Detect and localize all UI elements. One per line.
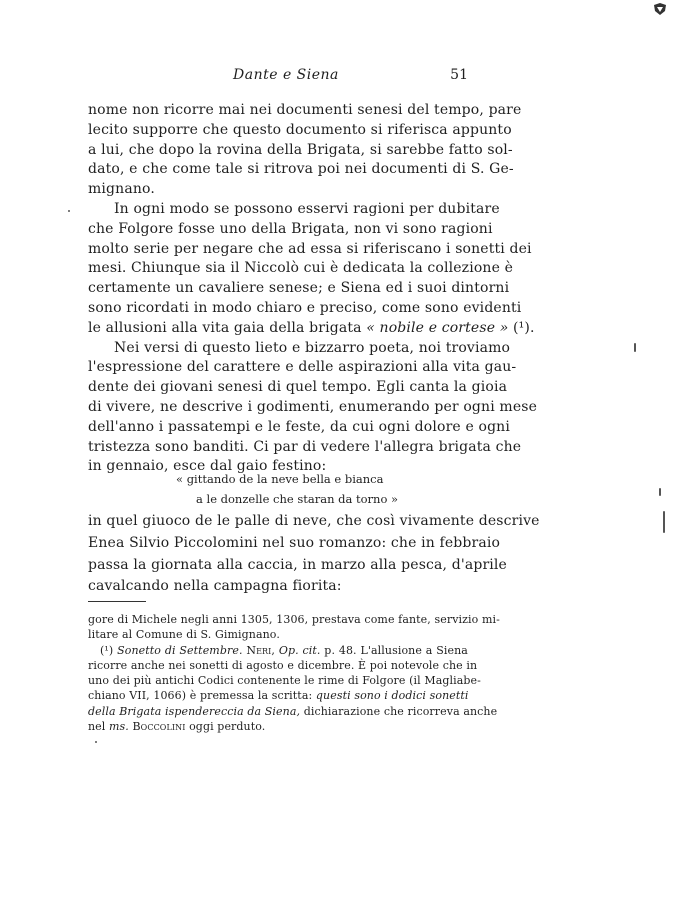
text-line: dell'anno i passatempi e le feste, da cui ogni dolore e ogni (88, 418, 510, 435)
library-stamp-icon (652, 2, 668, 16)
text-line: Nei versi di questo lieto e bizzarro poeta, noi troviamo (114, 339, 511, 356)
page-number: 51 (450, 67, 468, 83)
text-segment: nel (88, 720, 110, 734)
footnote-line (88, 719, 468, 734)
main-text-continued (88, 511, 540, 598)
text-line: a lui, che dopo la rovina della Brigata, si sarebbe fatto sol- (88, 141, 513, 158)
footnote-marker: (¹) (100, 643, 114, 657)
text-line: In ogni modo se possono esservi ragioni per dubitare (114, 200, 500, 217)
footnote-ref: (¹). (508, 319, 535, 336)
paper-speck (634, 343, 636, 352)
quote-line: « gittando de la neve bella e bianca (176, 472, 384, 486)
paper-speck (659, 488, 661, 496)
footnote-divider (88, 601, 146, 602)
text-line: l'espressione del carattere e delle aspirazioni alla vita gau- (88, 359, 517, 376)
text-segment: dichiarazione che ricorreva anche (300, 704, 498, 718)
quote-line: a le donzelle che staran da torno » (196, 492, 399, 506)
manuscript-abbrev: ms. (109, 720, 129, 734)
italic-quote: questi sono i dodici sonetti (315, 689, 469, 703)
text-line: nome non ricorre mai nei documenti senesi del tempo, pare (88, 102, 522, 118)
footnote-author: Neri, (246, 643, 276, 657)
text-segment: chiano VII, 1066) è premessa la scritta: (88, 689, 316, 703)
footnote-opcit: Op. cit. (278, 643, 321, 657)
footnote-title: Sonetto di Settembre. (117, 643, 243, 657)
footnote-line: litare al Comune di S. Gimignano. (88, 628, 280, 642)
footnote-line: uno dei più antichi Codici contenente le rime di Folgore (il Magliabe- (88, 674, 481, 688)
italic-quote: della Brigata ispendereccia da Siena, (88, 704, 301, 718)
text-line (88, 319, 535, 339)
text-segment: le allusioni alla vita gaia della brigata (88, 319, 367, 336)
text-line: tristezza sono banditi. Ci par di vedere l'allegra brigata che (88, 438, 522, 455)
paper-speck (95, 741, 97, 743)
paper-speck (68, 210, 70, 212)
footnote-line (88, 704, 498, 719)
main-text (88, 101, 538, 477)
text-line: cavalcando nella campagna fiorita: (88, 578, 342, 595)
text-line: dato, e che come tale si ritrova poi nei documenti di S. Ge- (88, 161, 514, 178)
text-line: in gennaio, esce dal gaio festino: (88, 458, 327, 475)
text-line: Enea Silvio Piccolomini nel suo romanzo: che in febbraio (88, 534, 501, 551)
paper-speck (663, 511, 665, 533)
text-segment: p. 48. L'allusione a Siena (320, 643, 468, 657)
footnote-line (88, 688, 468, 703)
text-line: lecito supporre che questo documento si riferisca appunto (88, 121, 512, 138)
text-segment: oggi perduto. (185, 720, 266, 734)
text-line: passa la giornata alla caccia, in marzo alla pesca, d'aprile (88, 556, 507, 573)
text-line: certamente un cavaliere senese; e Siena ed i suoi dintorni (88, 280, 510, 297)
footnotes (88, 612, 500, 734)
text-line: sono ricordati in modo chiaro e preciso, come sono evidenti (88, 299, 522, 316)
verse-quote (176, 469, 406, 509)
footnote-line: gore di Michele negli anni 1305, 1306, prestava come fante, servizio mi- (88, 613, 500, 626)
text-line: molto serie per negare che ad essa si riferiscano i sonetti dei (88, 240, 532, 257)
footnote-line: ricorre anche nei sonetti di agosto e dicembre. È poi notevole che in (88, 658, 478, 672)
footnote-line (88, 643, 468, 658)
text-line: dente dei giovani senesi di quel tempo. Egli canta la gioia (88, 379, 508, 396)
manuscript-name: Boccolini (132, 720, 186, 734)
text-line: mesi. Chiunque sia il Niccolò cui è dedicata la collezione è (88, 260, 514, 277)
text-line: che Folgore fosse uno della Brigata, non vi sono ragioni (88, 220, 493, 237)
running-title: Dante e Siena (233, 67, 339, 83)
text-line: di vivere, ne descrive i godimenti, enumerando per ogni mese (88, 398, 538, 415)
italic-citation: « nobile e cortese » (366, 319, 509, 336)
text-line: mignano. (88, 181, 155, 198)
text-line: in quel giuoco de le palle di neve, che così vivamente descrive (88, 513, 540, 529)
